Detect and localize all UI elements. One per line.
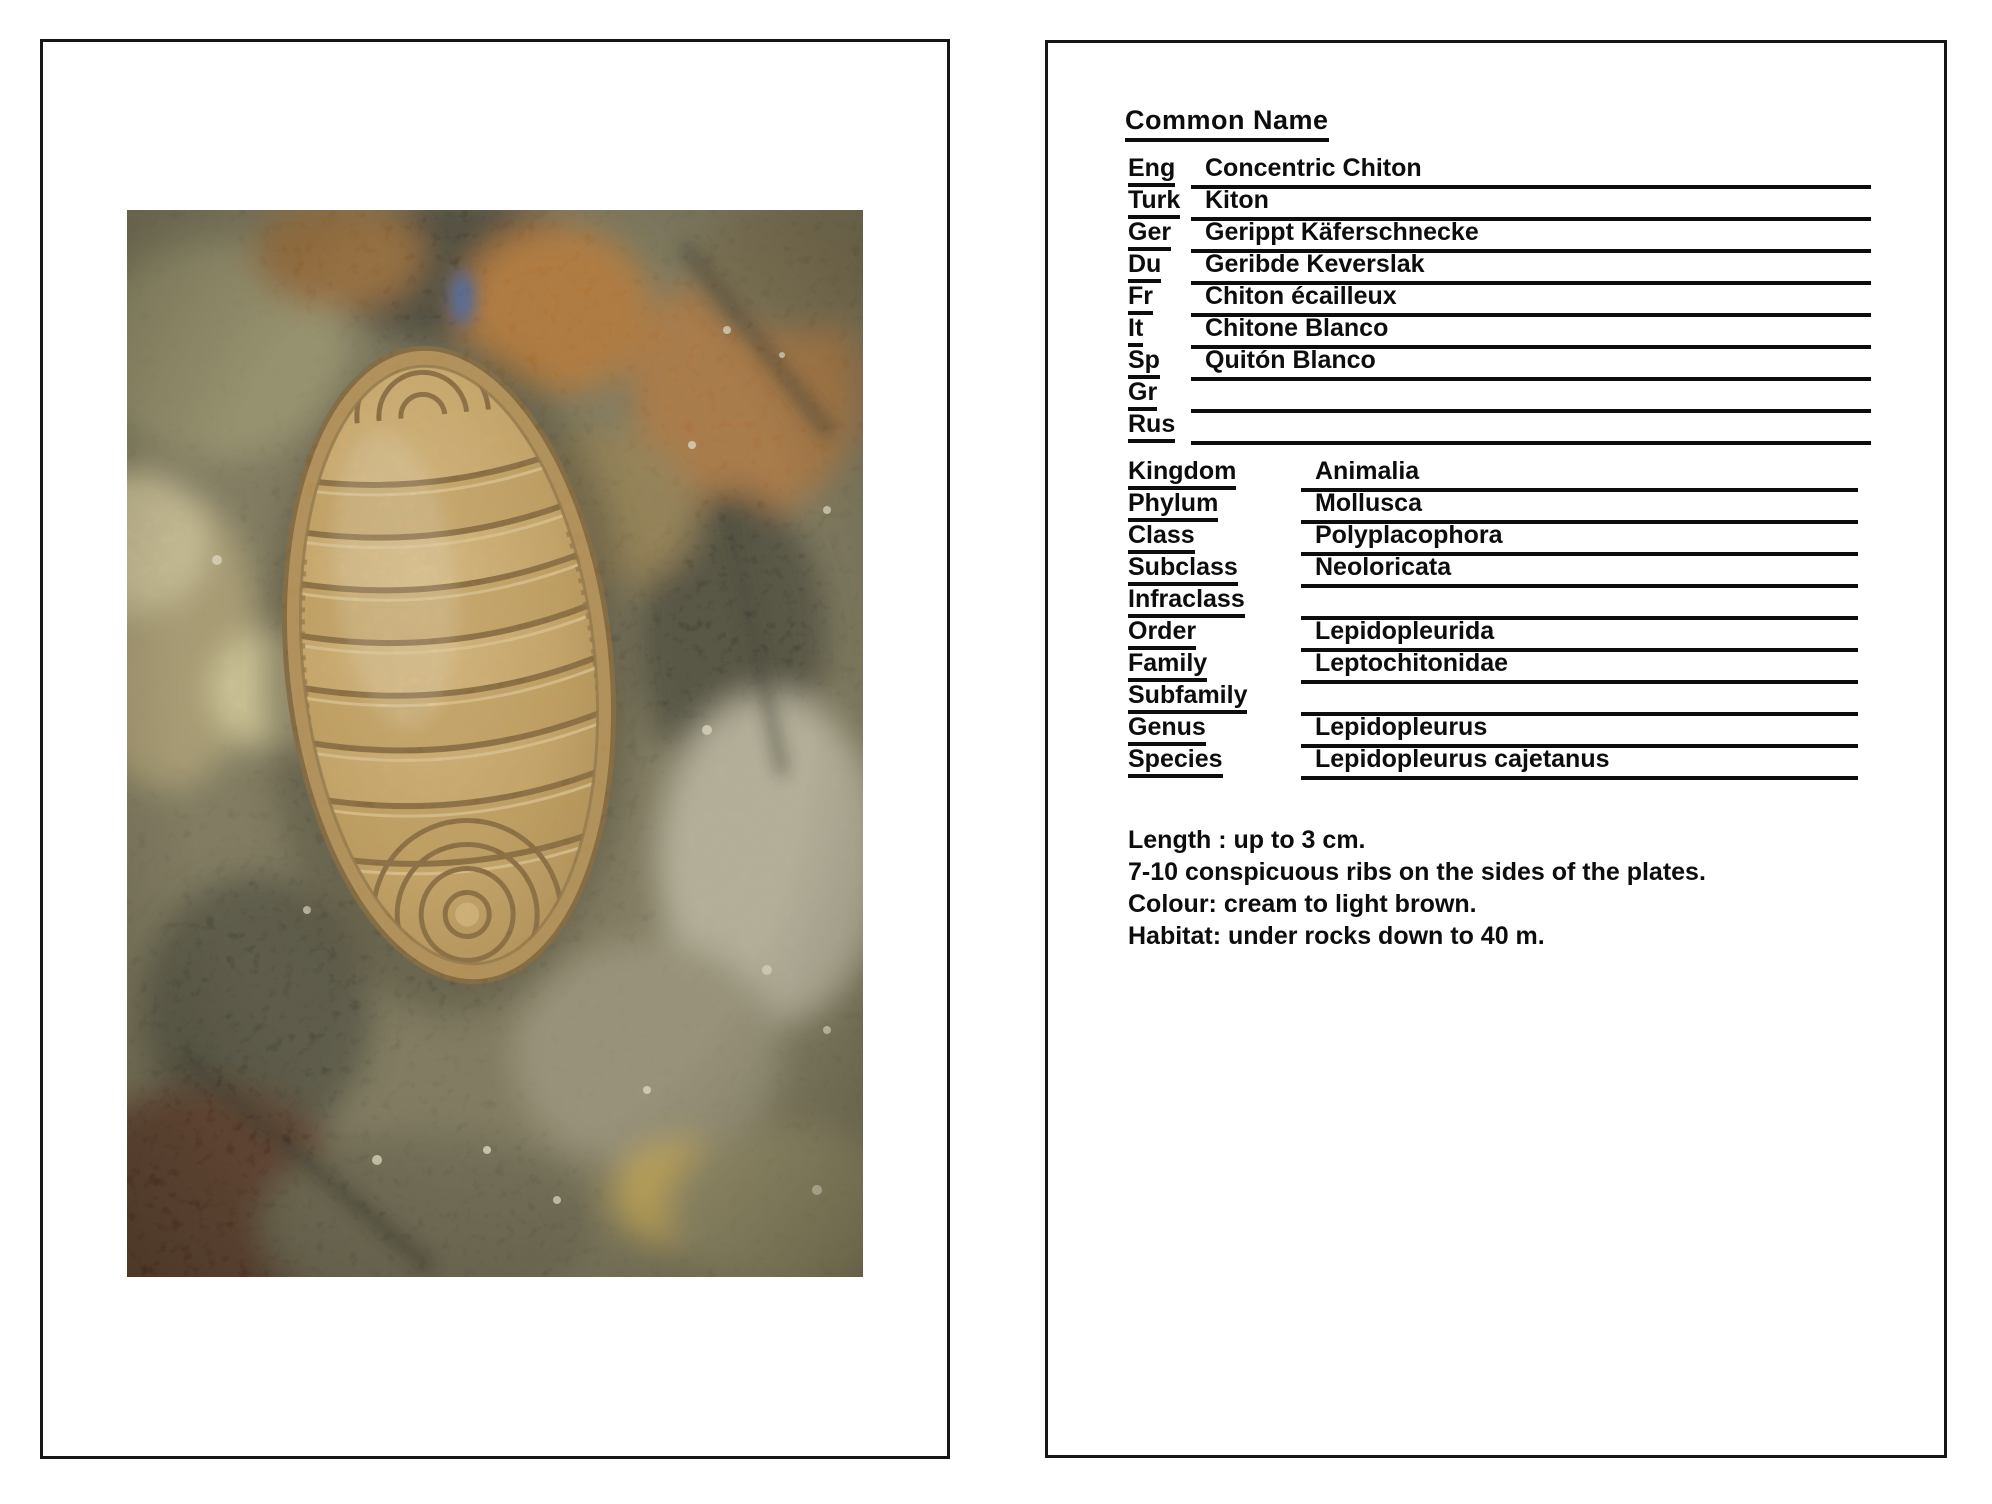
taxonomy-row-label: Subfamily <box>1128 683 1247 714</box>
taxonomy-row-label: Kingdom <box>1128 459 1236 490</box>
common-name-row-label: It <box>1128 316 1143 347</box>
common-name-row-value: Chitone Blanco <box>1205 314 1389 342</box>
description-line: 7-10 conspicuous ribs on the sides of the plates. <box>1128 858 1706 886</box>
value-underline <box>1301 776 1858 780</box>
taxonomy-row-label: Genus <box>1128 715 1206 746</box>
common-name-row-label: Du <box>1128 252 1161 283</box>
taxonomy-row-value: Polyplacophora <box>1315 521 1503 549</box>
common-name-row <box>1128 412 1871 443</box>
taxonomy-row-label: Family <box>1128 651 1207 682</box>
common-name-row-label: Ger <box>1128 220 1171 251</box>
common-name-row-label: Gr <box>1128 380 1157 411</box>
description-line: Colour: cream to light brown. <box>1128 890 1477 918</box>
taxonomy-row-label: Species <box>1128 747 1223 778</box>
common-name-row-label: Sp <box>1128 348 1160 379</box>
taxonomy-row-value: Lepidopleurus <box>1315 713 1488 741</box>
taxonomy-row-label: Order <box>1128 619 1196 650</box>
common-name-row-value: Quitón Blanco <box>1205 346 1376 374</box>
taxonomy-row <box>1128 459 1858 490</box>
taxonomy-row <box>1128 619 1858 650</box>
common-name-row <box>1128 380 1871 411</box>
taxonomy-row-label: Infraclass <box>1128 587 1245 618</box>
common-name-row <box>1128 252 1871 283</box>
common-name-row-label: Rus <box>1128 412 1175 443</box>
description-line: Length : up to 3 cm. <box>1128 826 1366 854</box>
taxonomy-row <box>1128 523 1858 554</box>
taxonomy-row-value: Mollusca <box>1315 489 1422 517</box>
taxonomy-row-label: Subclass <box>1128 555 1238 586</box>
taxonomy-row-value: Leptochitonidae <box>1315 649 1509 677</box>
description-line: Habitat: under rocks down to 40 m. <box>1128 922 1545 950</box>
taxonomy-row-label: Class <box>1128 523 1195 554</box>
common-name-row-value: Kiton <box>1205 186 1269 214</box>
common-name-row <box>1128 316 1871 347</box>
taxonomy-row-label: Phylum <box>1128 491 1218 522</box>
taxonomy-row <box>1128 555 1858 586</box>
common-name-row <box>1128 348 1871 379</box>
common-name-row <box>1128 220 1871 251</box>
common-name-heading: Common Name <box>1125 105 1329 142</box>
taxonomy-row <box>1128 747 1858 778</box>
taxonomy-row <box>1128 715 1858 746</box>
left-page <box>40 39 950 1459</box>
common-name-row-label: Turk <box>1128 188 1180 219</box>
taxonomy-row <box>1128 651 1858 682</box>
common-name-row-value: Concentric Chiton <box>1205 154 1422 182</box>
taxonomy-row <box>1128 683 1858 714</box>
common-name-row-value: Geribde Keverslak <box>1205 250 1425 278</box>
taxonomy-row <box>1128 491 1858 522</box>
common-name-row-label: Fr <box>1128 284 1153 315</box>
taxonomy-row-value: Neoloricata <box>1315 553 1452 581</box>
common-name-row <box>1128 188 1871 219</box>
specimen-photo <box>127 210 863 1277</box>
common-name-row-value: Chiton écailleux <box>1205 282 1397 310</box>
taxonomy-row-value: Lepidopleurida <box>1315 617 1495 645</box>
taxonomy-row <box>1128 587 1858 618</box>
chiton-photo-illustration <box>127 210 863 1277</box>
common-name-row-label: Eng <box>1128 156 1175 187</box>
taxonomy-row-value: Animalia <box>1315 457 1420 485</box>
right-page <box>1045 40 1947 1458</box>
description-block <box>1128 824 1706 952</box>
value-underline <box>1191 441 1871 445</box>
common-name-row <box>1128 156 1871 187</box>
common-name-row <box>1128 284 1871 315</box>
taxonomy-row-value: Lepidopleurus cajetanus <box>1315 745 1610 773</box>
common-name-row-value: Gerippt Käferschnecke <box>1205 218 1479 246</box>
